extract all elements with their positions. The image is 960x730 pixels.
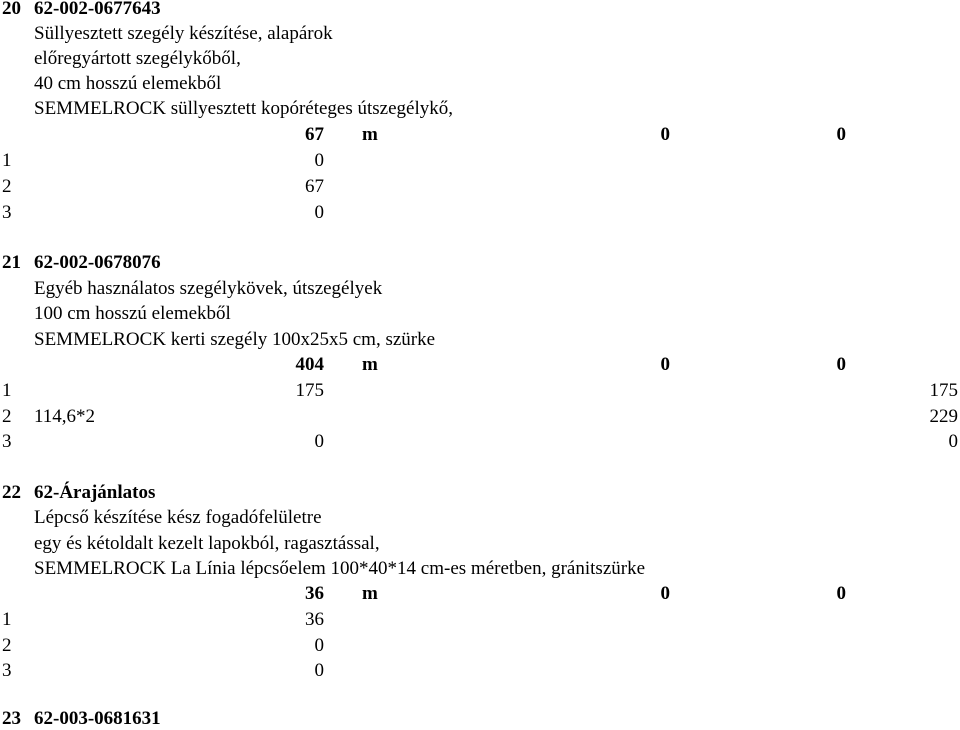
row-value: 175 — [295, 380, 324, 401]
item-description-line: 40 cm hosszú elemekből — [34, 73, 222, 94]
item-description-line: Süllyesztett szegély készítése, alapárok — [34, 23, 333, 44]
item-description-line: SEMMELROCK kerti szegély 100x25x5 cm, szürke — [34, 329, 436, 350]
item-code: 62-Árajánlatos — [34, 482, 156, 503]
row-total: 175 — [929, 380, 958, 401]
item-total-price: 0 — [836, 354, 846, 375]
item-description-line: Egyéb használatos szegélykövek, útszegélyek — [34, 278, 383, 299]
item-description-line: SEMMELROCK La Línia lépcsőelem 100*40*14 cm-es méretben, gránitszürke — [34, 558, 646, 579]
item-description-line: Lépcső készítése kész fogadófelületre — [34, 507, 322, 528]
item-quantity: 404 — [295, 354, 324, 375]
row-total: 229 — [929, 406, 958, 427]
item-code: 62-003-0681631 — [34, 708, 161, 729]
row-index: 2 — [2, 635, 12, 656]
row-index: 1 — [2, 609, 12, 630]
row-expression: 114,6*2 — [34, 406, 96, 427]
row-index: 3 — [2, 202, 12, 223]
row-value: 67 — [305, 176, 324, 197]
item-unit-price: 0 — [660, 354, 670, 375]
item-number: 20 — [2, 0, 21, 19]
item-unit: m — [362, 124, 378, 145]
row-index: 1 — [2, 380, 12, 401]
row-value: 0 — [314, 660, 324, 681]
row-index: 2 — [2, 406, 12, 427]
item-code: 62-002-0678076 — [34, 252, 161, 273]
item-unit: m — [362, 583, 378, 604]
row-value: 0 — [314, 431, 324, 452]
item-unit-price: 0 — [660, 124, 670, 145]
row-value: 0 — [314, 202, 324, 223]
item-description-line: előregyártott szegélykőből, — [34, 48, 241, 69]
row-value: 36 — [305, 609, 324, 630]
item-total-price: 0 — [836, 583, 846, 604]
item-description-line: egy és kétoldalt kezelt lapokból, ragasztással, — [34, 533, 380, 554]
row-total: 0 — [948, 431, 958, 452]
row-value: 0 — [314, 635, 324, 656]
item-number: 23 — [2, 708, 21, 729]
row-index: 2 — [2, 176, 12, 197]
item-quantity: 36 — [305, 583, 324, 604]
item-number: 22 — [2, 482, 21, 503]
item-quantity: 67 — [305, 124, 324, 145]
item-unit: m — [362, 354, 378, 375]
row-value: 0 — [314, 150, 324, 171]
item-unit-price: 0 — [660, 583, 670, 604]
row-index: 3 — [2, 431, 12, 452]
item-total-price: 0 — [836, 124, 846, 145]
item-description-line: SEMMELROCK süllyesztett kopóréteges útszegélykő, — [34, 98, 453, 119]
item-number: 21 — [2, 252, 21, 273]
row-index: 1 — [2, 150, 12, 171]
row-index: 3 — [2, 660, 12, 681]
item-code: 62-002-0677643 — [34, 0, 161, 19]
item-description-line: 100 cm hosszú elemekből — [34, 303, 231, 324]
